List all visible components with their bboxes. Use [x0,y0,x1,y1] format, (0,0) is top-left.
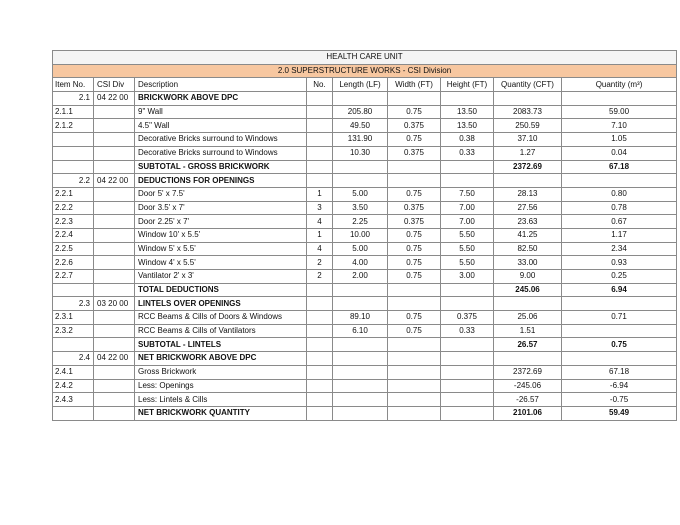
table-row [53,379,677,393]
quantity-m3-cell[interactable]: 0.71 [562,311,677,325]
csi-div-cell[interactable] [94,228,135,242]
height-cell[interactable]: 0.375 [441,311,494,325]
width-cell[interactable]: 0.75 [388,256,441,270]
quantity-m3-cell[interactable] [562,92,677,106]
quantity-cft-cell[interactable]: 33.00 [494,256,562,270]
length-cell[interactable]: 5.00 [333,187,388,201]
length-cell[interactable]: 89.10 [333,311,388,325]
quantity-table [52,50,677,421]
count-cell[interactable] [307,119,333,133]
count-cell[interactable]: 1 [307,187,333,201]
quantity-m3-cell[interactable]: 59.00 [562,105,677,119]
width-cell[interactable] [388,352,441,366]
count-cell[interactable] [307,283,333,297]
quantity-cft-cell[interactable]: 1.27 [494,146,562,160]
table-row [53,119,677,133]
item-no-cell[interactable]: 2.1 [53,92,94,106]
count-cell[interactable] [307,105,333,119]
width-cell[interactable]: 0.75 [388,228,441,242]
description-cell[interactable]: Window 4' x 5.5' [135,256,307,270]
section-row [53,92,677,106]
item-no-cell[interactable]: 2.2 [53,174,94,188]
quantity-cft-cell[interactable]: 2372.69 [494,365,562,379]
csi-div-cell[interactable] [94,133,135,147]
width-cell[interactable]: 0.75 [388,270,441,284]
count-cell[interactable]: 4 [307,242,333,256]
quantity-m3-cell[interactable]: 0.67 [562,215,677,229]
item-no-cell[interactable] [53,146,94,160]
length-cell[interactable] [333,160,388,174]
quantity-cft-cell[interactable]: 41.25 [494,228,562,242]
section-row [53,297,677,311]
quantity-m3-cell[interactable]: 59.49 [562,406,677,420]
description-cell[interactable]: Door 3.5' x 7' [135,201,307,215]
table-row [53,187,677,201]
quantity-cft-cell[interactable]: 82.50 [494,242,562,256]
width-cell[interactable]: 0.75 [388,242,441,256]
item-no-cell[interactable]: 2.2.7 [53,270,94,284]
count-cell[interactable] [307,146,333,160]
description-cell[interactable]: 4.5" Wall [135,119,307,133]
length-cell[interactable]: 6.10 [333,324,388,338]
description-cell[interactable]: BRICKWORK ABOVE DPC [135,92,307,106]
table-row [53,215,677,229]
quantity-cft-cell[interactable] [494,174,562,188]
height-cell[interactable]: 5.50 [441,242,494,256]
count-cell[interactable] [307,92,333,106]
quantity-m3-cell[interactable] [562,324,677,338]
height-cell[interactable]: 7.00 [441,201,494,215]
count-cell[interactable]: 2 [307,270,333,284]
width-cell[interactable] [388,393,441,407]
height-cell[interactable]: 13.50 [441,105,494,119]
item-no-cell[interactable] [53,133,94,147]
table-row [53,365,677,379]
count-cell[interactable] [307,365,333,379]
item-no-cell[interactable] [53,338,94,352]
csi-div-cell[interactable]: 03 20 00 [94,297,135,311]
length-cell[interactable] [333,352,388,366]
width-cell[interactable]: 0.375 [388,119,441,133]
quantity-cft-cell[interactable]: 1.51 [494,324,562,338]
length-cell[interactable] [333,393,388,407]
length-cell[interactable] [333,283,388,297]
width-cell[interactable]: 0.375 [388,146,441,160]
total-row [53,338,677,352]
csi-div-cell[interactable] [94,242,135,256]
length-cell[interactable] [333,174,388,188]
description-cell[interactable]: RCC Beams & Cills of Vantilators [135,324,307,338]
description-cell[interactable]: SUBTOTAL - GROSS BRICKWORK [135,160,307,174]
item-no-cell[interactable]: 2.4 [53,352,94,366]
csi-div-cell[interactable]: 04 22 00 [94,174,135,188]
height-cell[interactable] [441,379,494,393]
description-cell[interactable]: Window 10' x 5.5' [135,228,307,242]
length-cell[interactable]: 5.00 [333,242,388,256]
width-cell[interactable]: 0.75 [388,133,441,147]
header-item-no[interactable]: Item No. [53,78,94,92]
csi-div-cell[interactable] [94,270,135,284]
length-cell[interactable]: 10.00 [333,228,388,242]
quantity-m3-cell[interactable]: 2.34 [562,242,677,256]
table-row [53,201,677,215]
height-cell[interactable]: 0.33 [441,146,494,160]
count-cell[interactable] [307,297,333,311]
csi-div-cell[interactable] [94,256,135,270]
quantity-cft-cell[interactable]: 28.13 [494,187,562,201]
header-row [53,78,677,92]
length-cell[interactable] [333,338,388,352]
item-no-cell[interactable]: 2.2.6 [53,256,94,270]
height-cell[interactable] [441,393,494,407]
quantity-cft-cell[interactable]: 37.10 [494,133,562,147]
length-cell[interactable] [333,92,388,106]
height-cell[interactable] [441,338,494,352]
length-cell[interactable]: 49.50 [333,119,388,133]
height-cell[interactable] [441,160,494,174]
description-cell[interactable]: RCC Beams & Cills of Doors & Windows [135,311,307,325]
description-cell[interactable]: Window 5' x 5.5' [135,242,307,256]
total-row [53,283,677,297]
description-cell[interactable]: Gross Brickwork [135,365,307,379]
item-no-cell[interactable]: 2.3.1 [53,311,94,325]
quantity-cft-cell[interactable]: 2083.73 [494,105,562,119]
width-cell[interactable] [388,174,441,188]
header-csi-div[interactable]: CSI Div [94,78,135,92]
csi-div-cell[interactable] [94,201,135,215]
length-cell[interactable] [333,379,388,393]
csi-div-cell[interactable] [94,160,135,174]
quantity-m3-cell[interactable]: -6.94 [562,379,677,393]
length-cell[interactable]: 2.25 [333,215,388,229]
width-cell[interactable] [388,160,441,174]
table-row [53,133,677,147]
quantity-cft-cell[interactable]: 9.00 [494,270,562,284]
height-cell[interactable]: 0.38 [441,133,494,147]
quantity-cft-cell[interactable] [494,352,562,366]
width-cell[interactable] [388,365,441,379]
table-row [53,228,677,242]
description-cell[interactable]: LINTELS OVER OPENINGS [135,297,307,311]
quantity-m3-cell[interactable]: -0.75 [562,393,677,407]
width-cell[interactable]: 0.75 [388,187,441,201]
csi-div-cell[interactable]: 04 22 00 [94,352,135,366]
total-row [53,406,677,420]
length-cell[interactable]: 10.30 [333,146,388,160]
description-cell[interactable]: 9" Wall [135,105,307,119]
table-row [53,324,677,338]
table-row [53,256,677,270]
length-cell[interactable] [333,406,388,420]
height-cell[interactable]: 3.00 [441,270,494,284]
item-no-cell[interactable]: 2.4.3 [53,393,94,407]
item-no-cell[interactable]: 2.2.4 [53,228,94,242]
csi-div-cell[interactable] [94,311,135,325]
csi-div-cell[interactable] [94,187,135,201]
height-cell[interactable]: 0.33 [441,324,494,338]
count-cell[interactable] [307,311,333,325]
header-length[interactable]: Length (LF) [333,78,388,92]
section-row [53,174,677,188]
height-cell[interactable] [441,283,494,297]
quantity-m3-cell[interactable]: 1.17 [562,228,677,242]
quantity-cft-cell[interactable]: 25.06 [494,311,562,325]
item-no-cell[interactable]: 2.2.2 [53,201,94,215]
csi-div-cell[interactable]: 04 22 00 [94,92,135,106]
count-cell[interactable] [307,352,333,366]
quantity-m3-cell[interactable] [562,352,677,366]
csi-div-cell[interactable] [94,146,135,160]
length-cell[interactable]: 205.80 [333,105,388,119]
csi-div-cell[interactable] [94,365,135,379]
sheet-title[interactable]: HEALTH CARE UNIT [53,51,677,65]
count-cell[interactable] [307,379,333,393]
quantity-m3-cell[interactable]: 0.75 [562,338,677,352]
quantity-cft-cell[interactable]: -245.06 [494,379,562,393]
quantity-cft-cell[interactable]: 250.59 [494,119,562,133]
quantity-cft-cell[interactable]: 2372.69 [494,160,562,174]
header-height[interactable]: Height (FT) [441,78,494,92]
item-no-cell[interactable]: 2.1.1 [53,105,94,119]
count-cell[interactable]: 3 [307,201,333,215]
width-cell[interactable] [388,379,441,393]
table-row [53,146,677,160]
height-cell[interactable] [441,365,494,379]
description-cell[interactable]: Door 2.25' x 7' [135,215,307,229]
length-cell[interactable] [333,297,388,311]
count-cell[interactable]: 1 [307,228,333,242]
csi-div-cell[interactable] [94,215,135,229]
quantity-m3-cell[interactable]: 1.05 [562,133,677,147]
description-cell[interactable]: Decorative Bricks surround to Windows [135,146,307,160]
height-cell[interactable]: 7.50 [441,187,494,201]
height-cell[interactable]: 7.00 [441,215,494,229]
table-row [53,311,677,325]
table-row [53,105,677,119]
quantity-cft-cell[interactable] [494,92,562,106]
width-cell[interactable]: 0.75 [388,311,441,325]
csi-div-cell[interactable] [94,393,135,407]
count-cell[interactable] [307,174,333,188]
width-cell[interactable]: 0.375 [388,215,441,229]
item-no-cell[interactable]: 2.2.1 [53,187,94,201]
width-cell[interactable] [388,297,441,311]
quantity-m3-cell[interactable] [562,174,677,188]
header-quantity-m3[interactable]: Quantity (m³) [562,78,677,92]
count-cell[interactable] [307,406,333,420]
height-cell[interactable]: 5.50 [441,256,494,270]
height-cell[interactable] [441,92,494,106]
length-cell[interactable]: 3.50 [333,201,388,215]
length-cell[interactable]: 2.00 [333,270,388,284]
count-cell[interactable] [307,133,333,147]
header-description[interactable]: Description [135,78,307,92]
height-cell[interactable] [441,352,494,366]
quantity-cft-cell[interactable]: 26.57 [494,338,562,352]
header-no[interactable]: No. [307,78,333,92]
csi-div-cell[interactable] [94,105,135,119]
description-cell[interactable]: Less: Lintels & Cills [135,393,307,407]
csi-div-cell[interactable] [94,379,135,393]
section-row [53,352,677,366]
description-cell[interactable]: Door 5' x 7.5' [135,187,307,201]
description-cell[interactable]: Decorative Bricks surround to Windows [135,133,307,147]
quantity-m3-cell[interactable]: 0.04 [562,146,677,160]
length-cell[interactable]: 131.90 [333,133,388,147]
item-no-cell[interactable] [53,406,94,420]
csi-div-cell[interactable] [94,119,135,133]
description-cell[interactable]: NET BRICKWORK QUANTITY [135,406,307,420]
quantity-cft-cell[interactable]: 27.56 [494,201,562,215]
quantity-cft-cell[interactable]: 23.63 [494,215,562,229]
quantity-cft-cell[interactable]: -26.57 [494,393,562,407]
quantity-m3-cell[interactable]: 0.78 [562,201,677,215]
total-row [53,160,677,174]
spreadsheet-sheet [52,50,676,421]
width-cell[interactable]: 0.75 [388,324,441,338]
height-cell[interactable]: 13.50 [441,119,494,133]
count-cell[interactable] [307,338,333,352]
header-quantity-cft[interactable]: Quantity (CFT) [494,78,562,92]
item-no-cell[interactable]: 2.1.2 [53,119,94,133]
item-no-cell[interactable]: 2.2.3 [53,215,94,229]
subtitle-row [53,64,677,78]
item-no-cell[interactable]: 2.4.1 [53,365,94,379]
quantity-m3-cell[interactable]: 67.18 [562,365,677,379]
item-no-cell[interactable]: 2.3.2 [53,324,94,338]
count-cell[interactable] [307,160,333,174]
height-cell[interactable]: 5.50 [441,228,494,242]
quantity-m3-cell[interactable]: 0.93 [562,256,677,270]
item-no-cell[interactable]: 2.3 [53,297,94,311]
table-row [53,393,677,407]
height-cell[interactable] [441,297,494,311]
quantity-m3-cell[interactable]: 67.18 [562,160,677,174]
width-cell[interactable] [388,92,441,106]
csi-div-cell[interactable] [94,324,135,338]
csi-div-cell[interactable] [94,338,135,352]
description-cell[interactable]: Vantilator 2' x 3' [135,270,307,284]
title-row [53,51,677,65]
quantity-cft-cell[interactable]: 2101.06 [494,406,562,420]
item-no-cell[interactable]: 2.2.5 [53,242,94,256]
width-cell[interactable]: 0.75 [388,105,441,119]
csi-div-cell[interactable] [94,283,135,297]
quantity-m3-cell[interactable]: 6.94 [562,283,677,297]
description-cell[interactable]: TOTAL DEDUCTIONS [135,283,307,297]
description-cell[interactable]: NET BRICKWORK ABOVE DPC [135,352,307,366]
description-cell[interactable]: SUBTOTAL - LINTELS [135,338,307,352]
item-no-cell[interactable]: 2.4.2 [53,379,94,393]
header-width[interactable]: Width (FT) [388,78,441,92]
quantity-m3-cell[interactable]: 7.10 [562,119,677,133]
table-row [53,270,677,284]
quantity-m3-cell[interactable] [562,297,677,311]
quantity-cft-cell[interactable]: 245.06 [494,283,562,297]
item-no-cell[interactable] [53,160,94,174]
width-cell[interactable] [388,406,441,420]
width-cell[interactable]: 0.375 [388,201,441,215]
count-cell[interactable]: 2 [307,256,333,270]
table-row [53,242,677,256]
description-cell[interactable]: DEDUCTIONS FOR OPENINGS [135,174,307,188]
sheet-subtitle[interactable]: 2.0 SUPERSTRUCTURE WORKS - CSI Division [53,64,677,78]
width-cell[interactable] [388,283,441,297]
quantity-cft-cell[interactable] [494,297,562,311]
count-cell[interactable] [307,393,333,407]
height-cell[interactable] [441,174,494,188]
length-cell[interactable]: 4.00 [333,256,388,270]
description-cell[interactable]: Less: Openings [135,379,307,393]
csi-div-cell[interactable] [94,406,135,420]
item-no-cell[interactable] [53,283,94,297]
count-cell[interactable] [307,324,333,338]
width-cell[interactable] [388,338,441,352]
quantity-m3-cell[interactable]: 0.80 [562,187,677,201]
length-cell[interactable] [333,365,388,379]
height-cell[interactable] [441,406,494,420]
count-cell[interactable]: 4 [307,215,333,229]
quantity-m3-cell[interactable]: 0.25 [562,270,677,284]
